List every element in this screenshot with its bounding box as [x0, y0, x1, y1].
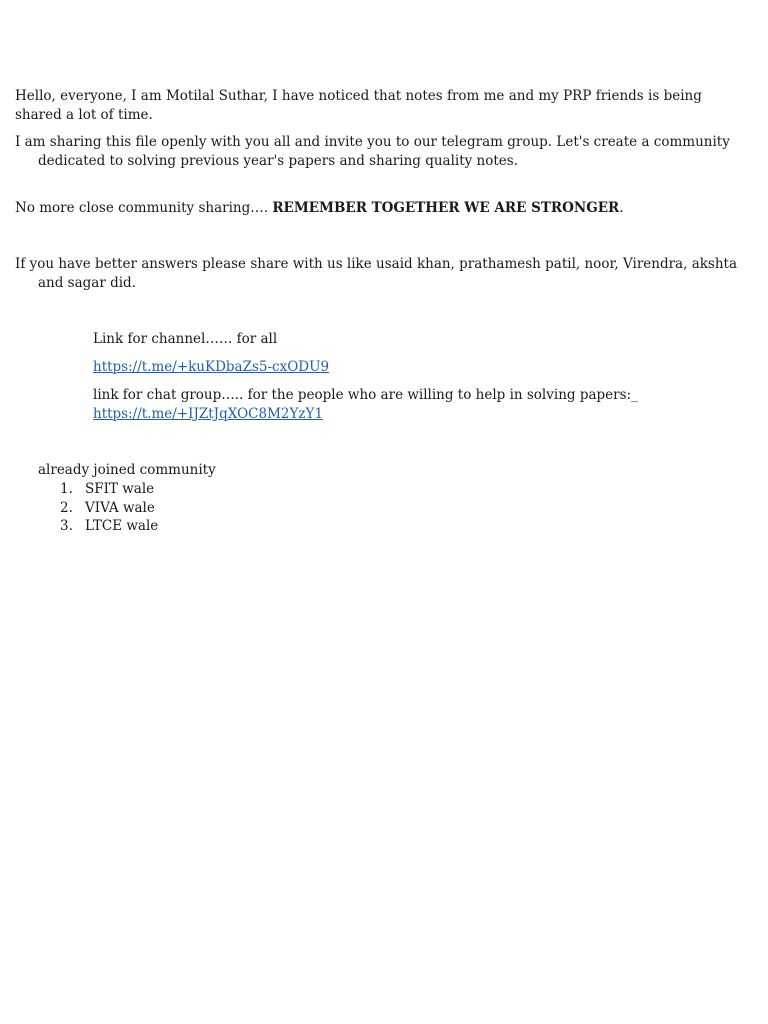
closing-paragraph — [15, 199, 715, 218]
invite-paragraph: I am sharing this file openly with you all and invite you to our telegram group. Let's create a community dedicated to solving previous year's papers and sharing quality notes. — [15, 134, 730, 169]
list-item-text: VIVA wale — [85, 499, 155, 516]
closing-tail-text: . — [619, 200, 624, 216]
list-item-text: LTCE wale — [85, 518, 159, 534]
chat-group-label: link for chat group….. for the people who are willing to help in solving papers:_ — [93, 387, 638, 403]
community-title: already joined community — [38, 462, 216, 478]
intro-paragraph: Hello, everyone, I am Motilal Suthar, I have noticed that notes from me and my PRP friends is being shared a lot of time. — [15, 88, 702, 123]
list-item-number: 1. — [60, 481, 73, 497]
list-item-text: SFIT wale — [85, 481, 155, 497]
chat-group-paragraph — [93, 386, 693, 423]
channel-link[interactable]: https://t.me/+kuKDbaZs5-cxODU9 — [93, 359, 330, 375]
chat-group-link[interactable]: https://t.me/+IJZtJqXOC8M2YzY1 — [93, 405, 324, 422]
answers-paragraph: If you have better answers please share with us like usaid khan, prathamesh patil, noor, Virendra, akshta and sagar did. — [15, 256, 738, 291]
list-item-number: 2. — [60, 499, 73, 516]
list-item-number: 3. — [60, 518, 73, 534]
closing-emphasis-text: REMEMBER TOGETHER WE ARE STRONGER — [272, 200, 620, 216]
closing-lead-text: No more close community sharing…. — [15, 200, 273, 216]
channel-label: Link for channel…… for all — [93, 331, 278, 347]
channel-link-line — [93, 358, 693, 377]
